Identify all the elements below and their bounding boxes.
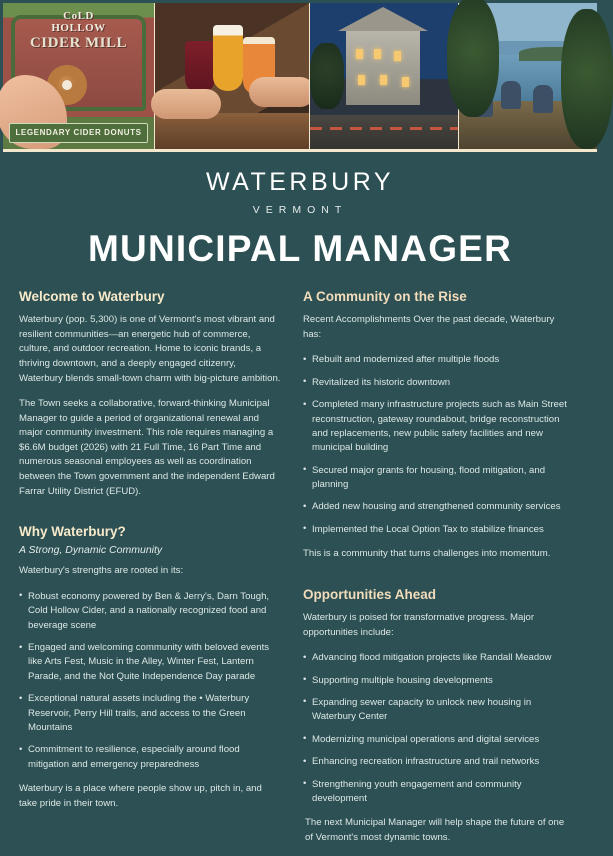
list-item: • Commitment to resilience, especially around flood mitigation and emergency preparedness bbox=[19, 743, 281, 772]
wine-glass bbox=[185, 41, 215, 93]
rise-bullets bbox=[303, 353, 571, 537]
why-waterbury-closing: Waterbury is a place where people show up, pitch in, and take pride in their town. bbox=[19, 783, 262, 809]
arm-left bbox=[151, 89, 221, 119]
lit-window bbox=[402, 77, 409, 87]
rise-intro: Recent Accomplishments Over the past decade, Waterbury has: bbox=[303, 314, 555, 340]
photo-waterbury-reservoir bbox=[458, 3, 597, 149]
pine-tree bbox=[447, 0, 499, 117]
list-item: • Enhancing recreation infrastructure and trail networks bbox=[303, 755, 571, 769]
cider-donuts-caption: LEGENDARY CIDER DONUTS bbox=[9, 123, 148, 143]
opportunities-bullets bbox=[303, 651, 571, 806]
right-column bbox=[303, 289, 571, 856]
welcome-paragraph-2: The Town seeks a collaborative, forward-thinking Municipal Manager to guide a period of organizational renewal and major community investment. This role requires managing a $6.6M budget (2026) with 21 Full Time, 16 Part Time and numerous seasonal employees as well as coordination between the Town government and the independent Edward Farrar Utility District (EFUD). bbox=[19, 398, 275, 497]
sign-line-2: HOLLOW bbox=[51, 21, 106, 34]
list-item: • Revitalized its historic downtown bbox=[303, 376, 571, 390]
rise-closing: This is a community that turns challenges into momentum. bbox=[303, 548, 551, 560]
lit-window bbox=[394, 51, 401, 61]
lit-window bbox=[358, 75, 365, 85]
beer-glass bbox=[213, 25, 243, 91]
cider-mill-sign-text bbox=[3, 11, 154, 52]
why-waterbury-bullets bbox=[19, 590, 281, 772]
list-item: • Modernizing municipal operations and digital services bbox=[303, 733, 571, 747]
sign-line-3: CIDER MILL bbox=[29, 35, 128, 52]
main-street bbox=[310, 115, 458, 149]
opportunities-closing: The next Municipal Manager will help shape the future of one of Vermont's most dynamic towns. bbox=[305, 817, 565, 843]
person-seated bbox=[533, 85, 553, 113]
heading-opportunities-ahead: Opportunities Ahead bbox=[303, 586, 437, 602]
list-item: • Exceptional natural assets including the • Waterbury Reservoir, Perry Hill trails, and access to the Green Mountains bbox=[19, 692, 281, 735]
list-item: • Strengthening youth engagement and community development bbox=[303, 778, 571, 807]
heading-community-on-the-rise: A Community on the Rise bbox=[303, 289, 467, 304]
why-waterbury-subhead: A Strong, Dynamic Community bbox=[19, 544, 163, 557]
list-item: • Robust economy powered by Ben & Jerry's, Darn Tough, Cold Hollow Cider, and a nationally recognized food and beverage scene bbox=[19, 590, 281, 633]
spacer bbox=[19, 510, 281, 524]
list-item: • Supporting multiple housing developments bbox=[303, 674, 571, 688]
page-title: MUNICIPAL MANAGER bbox=[88, 228, 512, 269]
photo-strip bbox=[3, 3, 597, 152]
arm-right bbox=[249, 77, 315, 107]
pine-tree bbox=[561, 9, 613, 149]
sign-line-1: CoLD bbox=[63, 10, 94, 22]
why-waterbury-intro: Waterbury's strengths are rooted in its: bbox=[19, 565, 184, 577]
photo-cheers-craft-beverages bbox=[154, 3, 309, 149]
left-column bbox=[19, 289, 281, 856]
list-item: • Rebuilt and modernized after multiple floods bbox=[303, 353, 571, 367]
list-item: • Engaged and welcoming community with beloved events like Arts Fest, Music in the Alley, Winter Fest, Lantern Parade, and the Not Quite Independence Day parade bbox=[19, 641, 281, 684]
state-name: VERMONT bbox=[252, 204, 348, 216]
town-name: WATERBURY bbox=[206, 168, 394, 196]
list-item: • Added new housing and strengthened community services bbox=[303, 500, 571, 514]
list-item: • Implemented the Local Option Tax to stabilize finances bbox=[303, 523, 571, 537]
heading-welcome: Welcome to Waterbury bbox=[19, 289, 165, 304]
welcome-paragraph-1: Waterbury (pop. 5,300) is one of Vermont's most vibrant and resilient communities—an energetic hub of commerce, culture, and outdoor recreation. Home to iconic brands, a thriving downtown, and a deeply engaged citizenry, Waterbury blends small-town charm with big-picture ambition. bbox=[19, 314, 281, 384]
opportunities-intro: Waterbury is poised for transformative progress. Major opportunities include: bbox=[303, 612, 535, 638]
person-seated bbox=[501, 81, 521, 109]
list-item: • Advancing flood mitigation projects like Randall Meadow bbox=[303, 651, 571, 665]
photo-cold-hollow-cider-mill bbox=[3, 3, 154, 149]
heading-why-waterbury: Why Waterbury? bbox=[19, 524, 126, 540]
street-tree bbox=[310, 43, 344, 109]
lit-window bbox=[356, 49, 363, 59]
historic-building bbox=[346, 29, 420, 105]
spacer bbox=[303, 573, 571, 587]
lit-window bbox=[380, 75, 387, 85]
list-item: • Expanding sewer capacity to unlock new housing in Waterbury Center bbox=[303, 696, 571, 725]
title-block bbox=[3, 152, 597, 277]
list-item: • Secured major grants for housing, flood mitigation, and planning bbox=[303, 464, 571, 493]
photo-downtown-building-dusk bbox=[309, 3, 458, 149]
content-columns bbox=[3, 277, 597, 856]
lit-window bbox=[374, 49, 381, 59]
list-item: • Completed many infrastructure projects such as Main Street reconstruction, gateway roundabout, bridge reconstruction and replacements, new public safety facilities and new municipal building bbox=[303, 398, 571, 456]
